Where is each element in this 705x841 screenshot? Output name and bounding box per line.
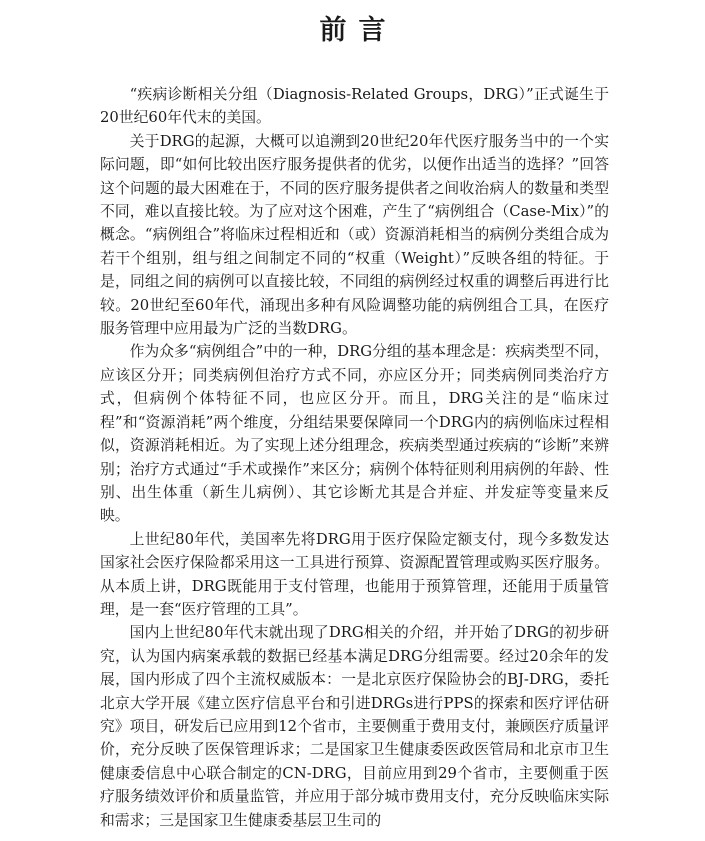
paragraph-4: 上世纪80年代，美国率先将DRG用于医疗保险定额支付，现今多数发达国家社会医疗保险都采用这一工具进行预算、资源配置管理或购买医疗服务。从本质上讲，DRG既能用于支付管理，也能用于预算管理，还能用于质量管理，是一套“医疗管理的工具”。 xyxy=(100,530,609,618)
paragraph-3: 作为众多“病例组合”中的一种，DRG分组的基本理念是：疾病类型不同，应该区分开；同类病例但治疗方式不同，亦应区分开；同类病例同类治疗方式，但病例个体特征不同，也应区分开。而且，DRG关注的是“临床过程”和“资源消耗”两个维度，分组结果要保障同一个DRG内的病例临床过程相似，资源消耗相近。为了实现上述分组理念，疾病类型通过疾病的“诊断”来辨别；治疗方式通过“手术或操作”来区分；病例个体特征则利用病例的年龄、性别、出生体重（新生儿病例）、其它诊断尤其是合并症、并发症等变量来反映。 xyxy=(100,343,609,525)
paragraph-1: “疾病诊断相关分组（Diagnosis-Related Groups，DRG）”正式诞生于20世纪60年代末的美国。 xyxy=(100,86,609,127)
body-text xyxy=(100,83,609,832)
paragraph-2: 关于DRG的起源，大概可以追溯到20世纪20年代医疗服务当中的一个实际问题，即“如何比较出医疗服务提供者的优劣，以便作出适当的选择？”回答这个问题的最大困难在于，不同的医疗服务提供者之间收治病人的数量和类型不同，难以直接比较。为了应对这个困难，产生了“病例组合（Case-Mix）”的概念。“病例组合”将临床过程相近和（或）资源消耗相当的病例分类组合成为若干个组别，组与组之间制定不同的“权重（Weight）”反映各组的特征。于是，同组之间的病例可以直接比较，不同组的病例经过权重的调整后再进行比较。20世纪至60年代，涌现出多种有风险调整功能的病例组合工具，在医疗服务管理中应用最为广泛的当数DRG。 xyxy=(100,132,609,338)
paragraph-5: 国内上世纪80年代末就出现了DRG相关的介绍，并开始了DRG的初步研究，认为国内病案承载的数据已经基本满足DRG分组需要。经过20余年的发展，国内形成了四个主流权威版本：一是北京医疗保险协会的BJ-DRG，委托北京大学开展《建立医疗信息平台和引进DRGs进行PPS的探索和医疗评估研究》项目，研发后已应用到12个省市，主要侧重于费用支付，兼顾医疗质量评价，充分反映了医保管理诉求；二是国家卫生健康委医政医管局和北京市卫生健康委信息中心联合制定的CN-DRG，目前应用到29个省市，主要侧重于医疗服务绩效评价和质量监管，并应用于部分城市费用支付，充分反映临床实际和需求；三是国家卫生健康委基层卫生司的 xyxy=(100,624,609,829)
page-title: 前言 xyxy=(319,15,398,46)
